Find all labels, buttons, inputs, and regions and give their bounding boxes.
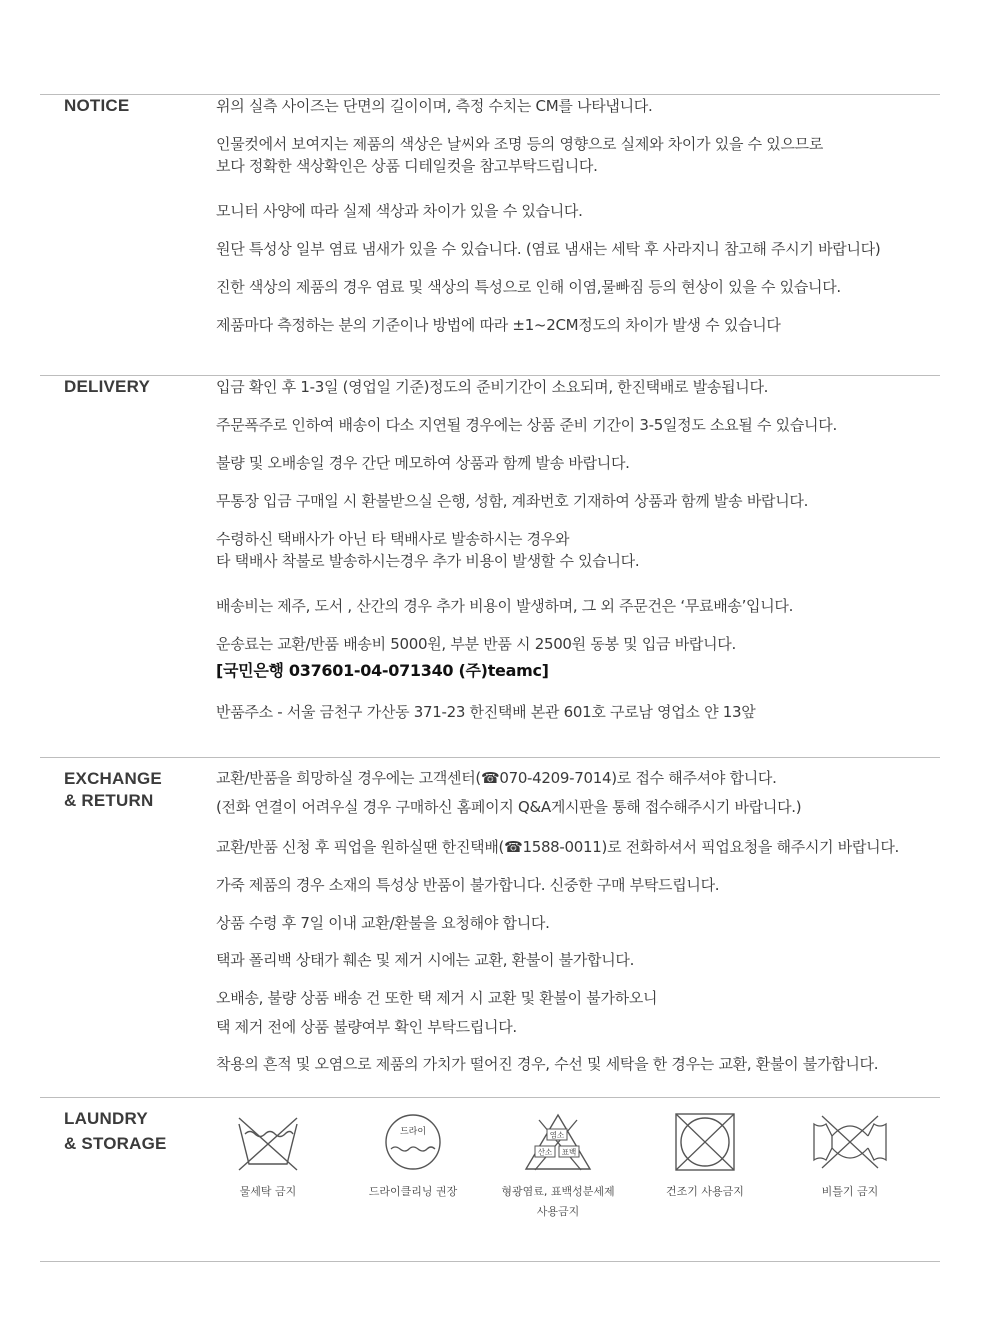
list-item: 배송비는 제주, 도서 , 산간의 경우 추가 비용이 발생하며, 그 외 주문건은 ‘무료배송’입니다. xyxy=(216,597,794,615)
list-item: 교환/반품을 희망하실 경우에는 고객센터(☎070-4209-7014)로 접수 해주셔야 합니다. (전화 연결이 어려우실 경우 구매하신 홈페이지 Q&A게시판을 통해 접수해주시기 바랍니다.) xyxy=(216,769,802,816)
exchange-title: EXCHANGE & RETURN xyxy=(64,769,162,810)
delivery-title: DELIVERY xyxy=(64,377,150,396)
no-bleach-icon xyxy=(498,1112,618,1172)
no-wring-icon xyxy=(790,1112,910,1172)
no-water-wash-icon xyxy=(208,1112,328,1172)
list-item: 진한 색상의 제품의 경우 염료 및 색상의 특성으로 인해 이염,물빠짐 등의 현상이 있을 수 있습니다. xyxy=(216,278,841,296)
list-item: 가죽 제품의 경우 소재의 특성상 반품이 불가합니다. 신중한 구매 부탁드립니다. xyxy=(216,876,720,894)
svg-text:산소: 산소 xyxy=(537,1147,553,1157)
bottom-divider xyxy=(40,1261,940,1262)
list-item: 제품마다 측정하는 분의 기준이나 방법에 따라 ±1~2CM정도의 차이가 발생 수 있습니다 xyxy=(216,316,781,334)
icon-caption: 건조기 사용금지 xyxy=(666,1185,744,1198)
list-item: 불량 및 오배송일 경우 간단 메모하여 상품과 함께 발송 바랍니다. xyxy=(216,454,630,472)
icon-caption: 드라이클리닝 권장 xyxy=(368,1185,458,1198)
laundry-icon-item xyxy=(208,1112,328,1202)
list-item: 착용의 흔적 및 오염으로 제품의 가치가 떨어진 경우, 수선 및 세탁을 한 경우는 교환, 환불이 불가합니다. xyxy=(216,1055,879,1073)
no-tumble-dry-icon xyxy=(645,1112,765,1172)
list-item: 택과 폴리백 상태가 훼손 및 제거 시에는 교환, 환불이 불가합니다. xyxy=(216,951,635,969)
icon-caption: 비틀기 금지 xyxy=(821,1185,879,1198)
bank-account: [국민은행 037601-04-071340 (주)teamc] xyxy=(216,661,549,680)
list-item: 무통장 입금 구매일 시 환불받으실 은행, 성함, 계좌번호 기재하여 상품과 함께 발송 바랍니다. xyxy=(216,492,809,510)
list-item: 입금 확인 후 1-3일 (영업일 기준)정도의 준비기간이 소요되며, 한진택배로 발송됩니다. xyxy=(216,378,769,396)
laundry-title: LAUNDRY & STORAGE xyxy=(64,1109,167,1153)
laundry-icon-item xyxy=(645,1112,765,1202)
list-item: 반품주소 - 서울 금천구 가산동 371-23 한진택배 본관 601호 구로남 영업소 얀 13앞 xyxy=(216,703,756,721)
laundry-icon-item xyxy=(498,1112,618,1222)
svg-text:드라이: 드라이 xyxy=(399,1127,427,1137)
svg-text:염소: 염소 xyxy=(549,1130,565,1140)
list-item: 수령하신 택배사가 아닌 타 택배사로 발송하시는 경우와 타 택배사 착불로 발송하시는경우 추가 비용이 발생할 수 있습니다. xyxy=(216,530,640,570)
list-item: 주문폭주로 인하여 배송이 다소 지연될 경우에는 상품 준비 기간이 3-5일정도 소요될 수 있습니다. xyxy=(216,416,837,434)
list-item: 인물컷에서 보여지는 제품의 색상은 날씨와 조명 등의 영향으로 실제와 차이가 있을 수 있으므로 보다 정확한 색상확인은 상품 디테일컷을 참고부탁드립니다. xyxy=(216,135,824,175)
list-item: 오배송, 불량 상품 배송 건 또한 택 제거 시 교환 및 환불이 불가하오니 택 제거 전에 상품 불량여부 확인 부탁드립니다. xyxy=(216,989,658,1036)
list-item: 상품 수령 후 7일 이내 교환/환불을 요청해야 합니다. xyxy=(216,914,550,932)
notice-section xyxy=(40,94,940,334)
icon-caption: 형광염료, 표백성분세제 사용금지 xyxy=(501,1185,615,1218)
icon-caption: 물세탁 금지 xyxy=(239,1185,297,1198)
dry-clean-recommended-icon xyxy=(353,1112,473,1172)
list-item: 위의 실측 사이즈는 단면의 길이이며, 측정 수치는 CM를 나타냅니다. xyxy=(216,97,653,115)
list-item: 교환/반품 신청 후 픽업을 원하실땐 한진택배(☎1588-0011)로 전화하셔서 픽업요청을 해주시기 바랍니다. xyxy=(216,838,900,856)
list-item: 원단 특성상 일부 염료 냄새가 있을 수 있습니다. (염료 냄새는 세탁 후 사라지니 참고해 주시기 바랍니다) xyxy=(216,240,881,258)
list-item: 운송료는 교환/반품 배송비 5000원, 부분 반품 시 2500원 동봉 및 입금 바랍니다. xyxy=(216,635,736,653)
notice-title: NOTICE xyxy=(64,96,130,115)
exchange-section xyxy=(40,757,940,1073)
delivery-section xyxy=(40,375,940,721)
svg-text:표백: 표백 xyxy=(561,1147,577,1157)
laundry-icon-item xyxy=(353,1112,473,1202)
laundry-icon-item xyxy=(790,1112,910,1202)
list-item: 모니터 사양에 따라 실제 색상과 차이가 있을 수 있습니다. xyxy=(216,202,583,220)
